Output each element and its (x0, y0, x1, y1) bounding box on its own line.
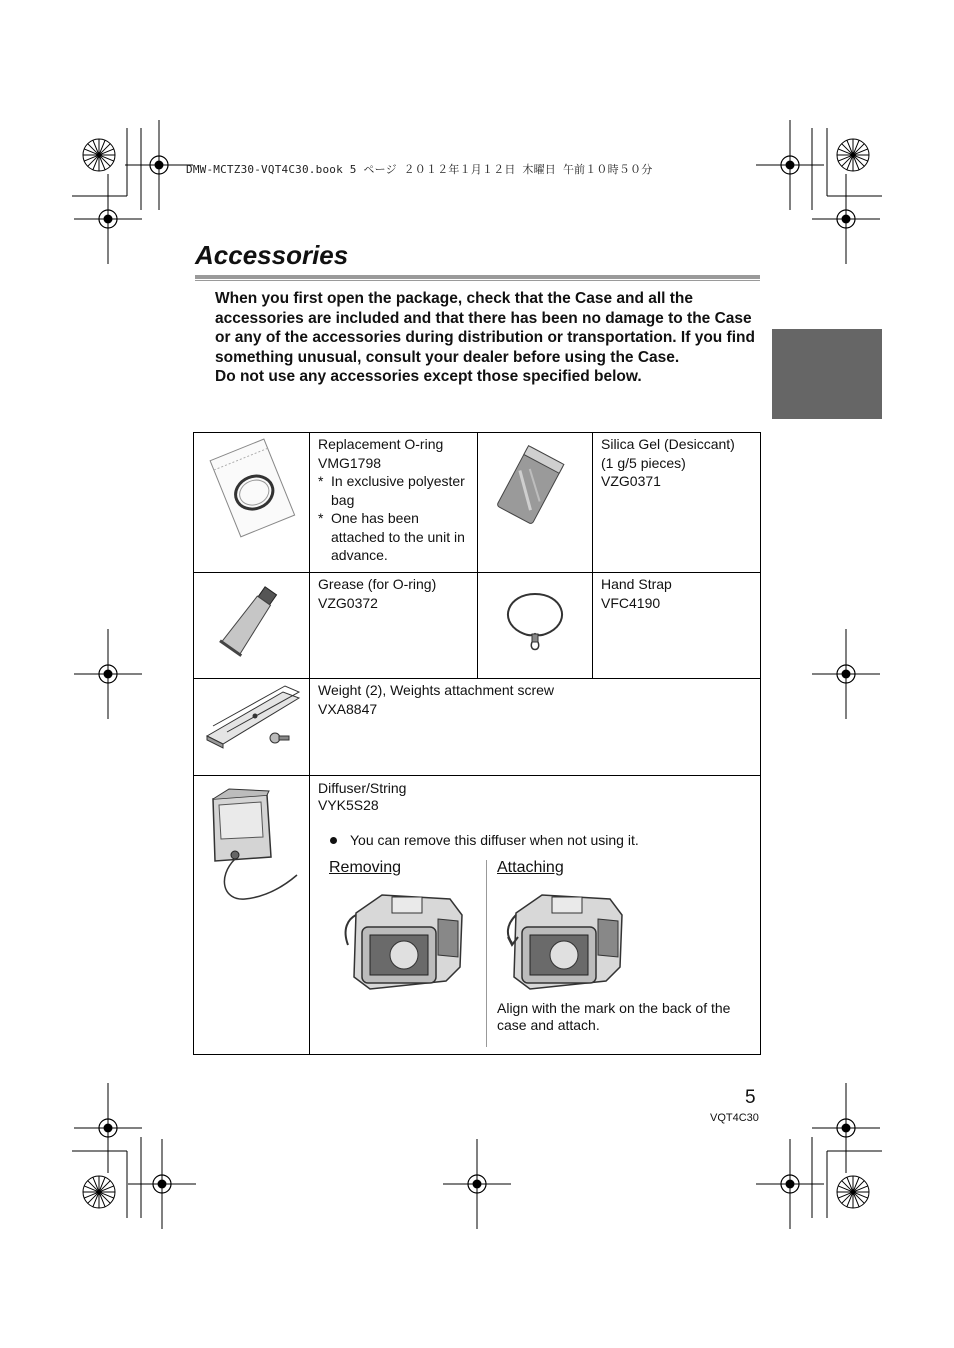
weights-screw-icon (203, 686, 303, 751)
part-number: VZG0371 (601, 473, 661, 489)
title-rule-thin (195, 280, 760, 281)
item-note: * One has been attached to the unit in advance. (318, 510, 465, 563)
title-rule (195, 275, 760, 279)
item-quantity: (1 g/5 pieces) (601, 454, 686, 471)
document-code: VQT4C30 (710, 1112, 759, 1124)
part-number: VMG1798 (318, 454, 382, 471)
item-name: Silica Gel (Desiccant) (601, 436, 735, 452)
intro-paragraph: When you first open the package, check that the Case and all the accessories are included and that there has been no damage to the Case or any of the accessories during distribution or transportation. If you find something unusual, consult your dealer before using the Case. (215, 290, 755, 366)
item-name: Hand Strap (601, 576, 672, 592)
part-number: VZG0372 (318, 594, 378, 611)
o-ring-description (318, 435, 473, 565)
intro-text (215, 289, 755, 387)
diffuser-description (318, 780, 748, 813)
item-name: Diffuser/String (318, 780, 407, 796)
part-number: VFC4190 (601, 594, 661, 611)
part-number: VYK5S28 (318, 796, 379, 813)
page-title: Accessories (195, 240, 349, 270)
item-note: * In exclusive polyester bag (318, 473, 465, 508)
item-name: Grease (for O-ring) (318, 576, 437, 592)
item-name: Replacement O-ring (318, 436, 444, 452)
grease-description (318, 575, 473, 612)
intro-warning: Do not use any accessories except those specified below. (215, 368, 642, 385)
hand-strap-icon (500, 590, 570, 660)
attaching-heading: Attaching (497, 859, 564, 876)
section-tab (772, 329, 882, 419)
silica-gel-description (601, 435, 756, 491)
item-name: Weight (2), Weights attachment screw (318, 682, 555, 698)
case-removing-illustration (342, 885, 467, 995)
grease-tube-icon (214, 582, 284, 662)
printer-header-line: DMW-MCTZ30-VQT4C30.book 5 ページ ２０１２年１月１２日 木曜日 午前１０時５０分 (186, 163, 653, 176)
bullet-icon (330, 837, 337, 844)
diffuser-string-icon (205, 787, 305, 907)
removing-heading: Removing (329, 859, 402, 876)
weights-description (318, 681, 748, 718)
attaching-instruction: Align with the mark on the back of the case and attach. (497, 1000, 731, 1033)
diffuser-note: You can remove this diffuser when not using it. (330, 832, 639, 848)
hand-strap-description (601, 575, 756, 612)
o-ring-bag-icon (207, 437, 297, 537)
silica-gel-packet-icon (492, 438, 572, 533)
part-number: VXA8847 (318, 700, 378, 717)
page-number: 5 (745, 1087, 756, 1108)
case-attaching-illustration (502, 885, 627, 995)
